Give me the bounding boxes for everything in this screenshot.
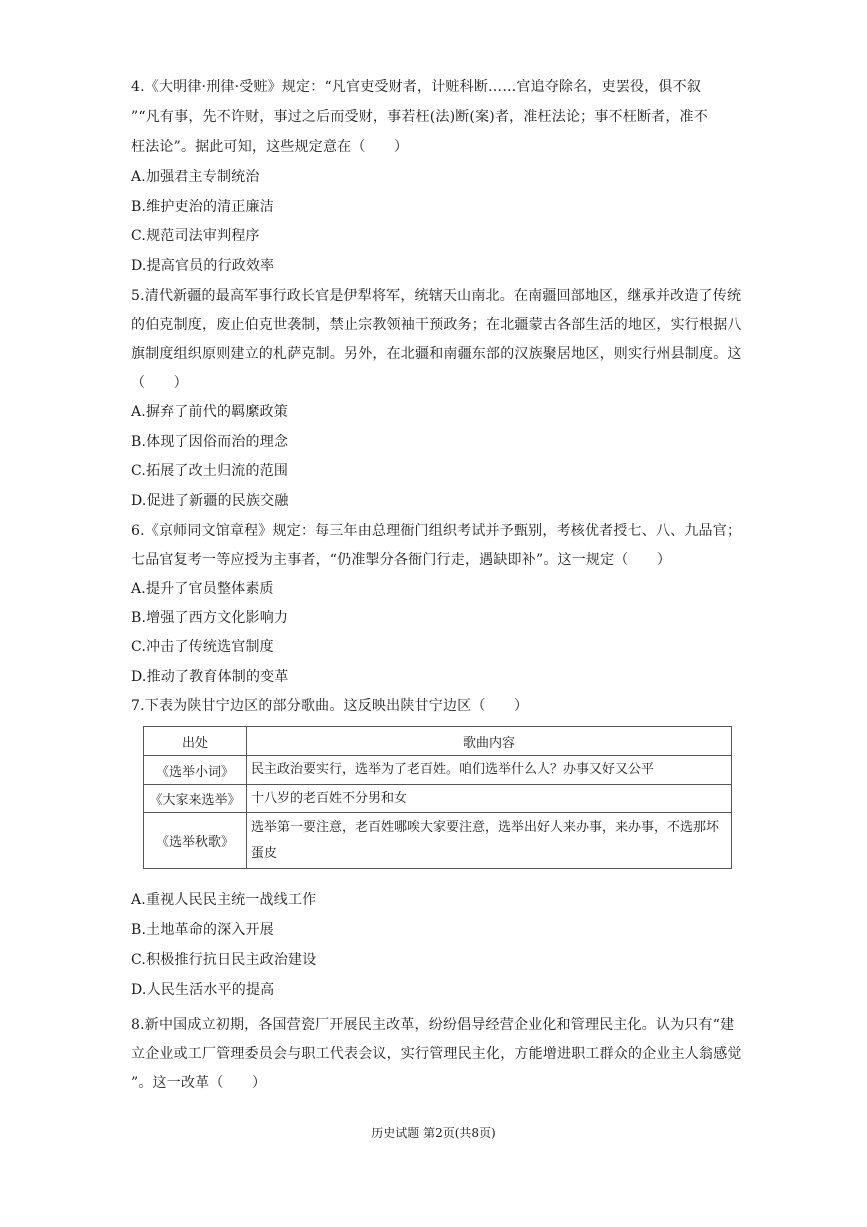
table-header-content: 歌曲内容 [247, 727, 732, 756]
page-footer: 历史试题 第2页(共8页) [371, 1126, 496, 1140]
q4-option-b: B.维护吏治的清正廉洁 [131, 199, 274, 215]
table-row [144, 813, 732, 869]
q5-stem-line-1: 5.清代新疆的最高军事行政长官是伊犁将军，统辖天山南北。在南疆回部地区，继承并改造了传统 [131, 288, 742, 304]
q4-stem-line-3: 枉法论”。据此可知，这些规定意在（ ） [131, 139, 409, 155]
table-header-source: 出处 [144, 727, 247, 756]
q5-stem-line-2: 的伯克制度，废止伯克世袭制，禁止宗教领袖干预政务；在北疆蒙古各部生活的地区，实行根据八 [131, 317, 742, 333]
q5-option-b: B.体现了因俗而治的理念 [131, 434, 289, 450]
q7-option-b: B.土地革命的深入开展 [131, 922, 274, 938]
q7-option-a: A.重视人民民主统一战线工作 [131, 892, 317, 908]
songs-table [143, 726, 732, 869]
q4-stem-line-1: 4.《大明律·刑律·受赃》规定：“凡官吏受财者，计赃科断……官追夺除名，吏罢役，俱不叙 [131, 79, 702, 95]
q8-stem-line-1: 8.新中国成立初期，各国营瓷厂开展民主改革，纷纷倡导经营企业化和管理民主化。认为只有“建 [131, 1017, 735, 1033]
q6-stem-line-2: 七品官复考一等应授为主事者，“仍准掣分各衙门行走，遇缺即补”。这一规定（ ） [131, 552, 672, 568]
q6-option-c: C.冲击了传统选官制度 [131, 639, 274, 655]
q7-option-c: C.积极推行抗日民主政治建设 [131, 952, 317, 968]
table-cell-source: 《大家来选举》 [144, 785, 247, 813]
q5-stem-line-3: 旗制度组织原则建立的札萨克制。另外，在北疆和南疆东部的汉族聚居地区，则实行州县制度。这 [131, 346, 742, 362]
q6-option-a: A.提升了官员整体素质 [131, 581, 274, 597]
q4-option-a: A.加强君主专制统治 [131, 169, 260, 185]
q7-stem-line-1: 7.下表为陕甘宁边区的部分歌曲。这反映出陕甘宁边区（ ） [131, 698, 529, 714]
table-header-row [144, 727, 732, 756]
q6-stem-line-1: 6.《京师同文馆章程》规定：每三年由总理衙门组织考试并予甄别，考核优者授七、八、九品官； [131, 523, 742, 539]
q5-option-c: C.拓展了改土归流的范围 [131, 463, 289, 479]
q4-option-c: C.规范司法审判程序 [131, 228, 260, 244]
q7-option-d: D.人民生活水平的提高 [131, 982, 275, 998]
q8-stem-line-2: 立企业或工厂管理委员会与职工代表会议，实行管理民主化，方能增进职工群众的企业主人翁感觉 [131, 1046, 742, 1062]
q6-option-d: D.推动了教育体制的变革 [131, 669, 289, 685]
table-cell-content: 选举第一要注意，老百姓哪唉大家要注意，选举出好人来办事，来办事，不选那坏蛋皮 [247, 813, 732, 869]
q4-option-d: D.提高官员的行政效率 [131, 258, 275, 274]
table-row [144, 756, 732, 785]
table-cell-source: 《选举秋歌》 [144, 813, 247, 869]
q5-stem-line-4: （ ） [131, 375, 188, 391]
q4-stem-line-2: ”“凡有事，先不许财，事过之后而受财，事若枉(法)断(案)者，准枉法论；事不枉断者，准不 [131, 109, 708, 125]
q5-option-d: D.促进了新疆的民族交融 [131, 493, 289, 509]
q8-stem-line-3: ”。这一改革（ ） [131, 1075, 267, 1091]
table-cell-content: 民主政治要实行，选举为了老百姓。咱们选举什么人？办事又好又公平 [247, 756, 732, 785]
q6-option-b: B.增强了西方文化影响力 [131, 610, 289, 626]
table-row [144, 785, 732, 813]
table-cell-source: 《选举小词》 [144, 756, 247, 785]
table-cell-content: 十八岁的老百姓不分男和女 [247, 785, 732, 813]
q5-option-a: A.摒弃了前代的羁縻政策 [131, 404, 288, 420]
